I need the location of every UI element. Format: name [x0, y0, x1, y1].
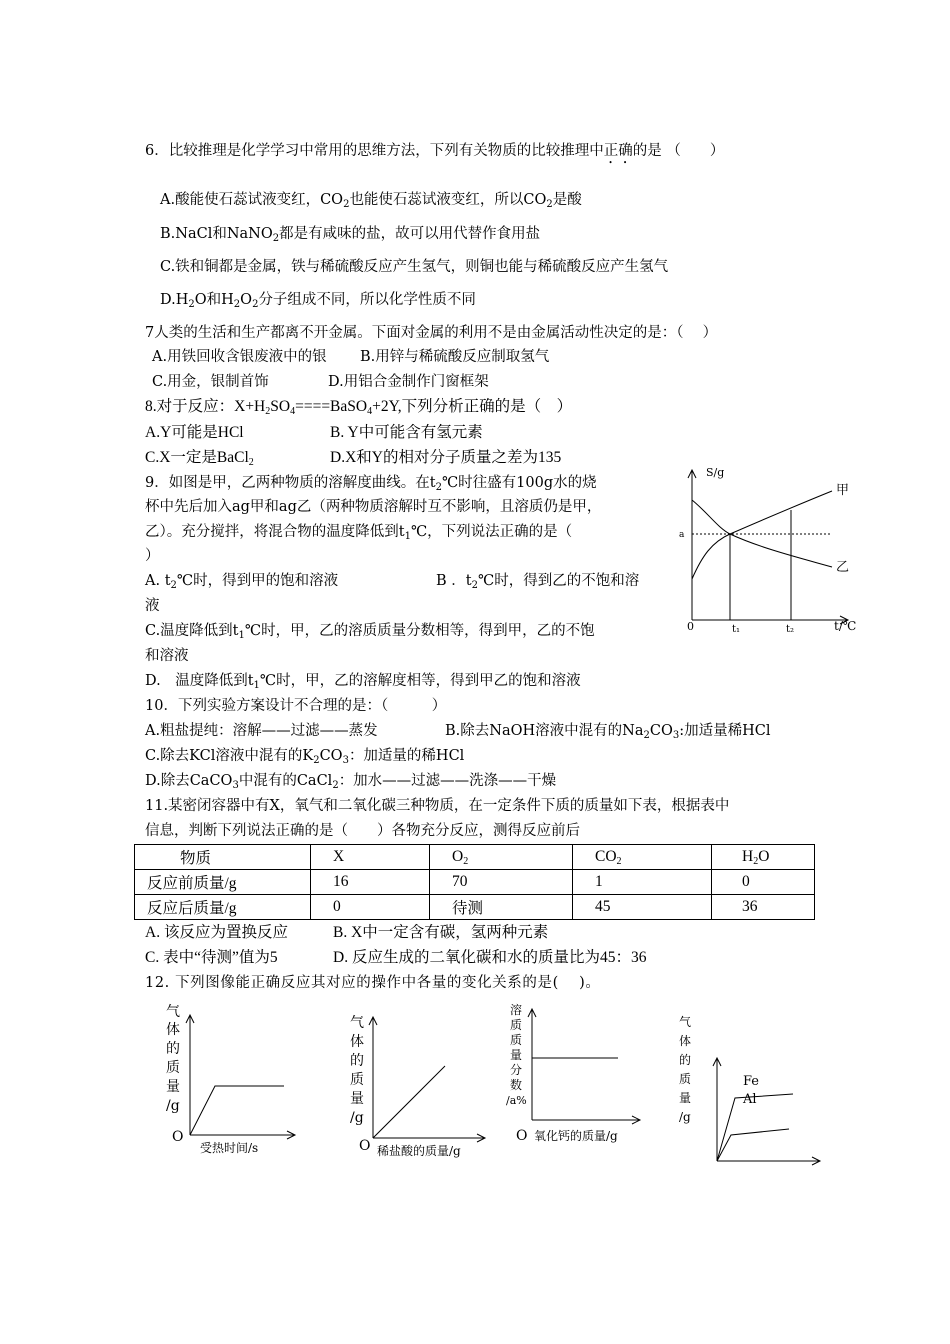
svg-text:气: 气	[166, 1004, 180, 1020]
header-co2: $CO_2$	[573, 845, 712, 870]
al-label: Al	[743, 1092, 757, 1107]
svg-text:质: 质	[510, 1033, 523, 1047]
q12-graph-2	[345, 1010, 495, 1170]
svg-text:/g: /g	[350, 1110, 364, 1126]
a-label: a	[679, 530, 685, 540]
q8-stem: 8.对于反应：$X+H_2SO_4====BaSO_4+2Y$,下列分析正确的是（ ）	[145, 398, 573, 417]
q12-graph-4	[675, 1010, 825, 1170]
q7-option-c: C.用金，银制首饰	[152, 374, 269, 390]
x-axis-label: t/℃	[834, 619, 857, 633]
y-axis-label	[506, 1002, 527, 1107]
svg-text:/g: /g	[679, 1110, 691, 1124]
q7-option-d: D.用铝合金制作门窗框架	[328, 374, 489, 390]
row-label: 反应前质量/g	[135, 870, 311, 895]
x-axis-label: 稀盐酸的质量/g	[377, 1144, 461, 1158]
svg-text:量: 量	[510, 1048, 523, 1062]
q10-option-a: A.粗盐提纯：溶解——过滤——蒸发	[145, 723, 378, 739]
q10-option-d: D.除去CaCO$_3$中混有的CaCl$_2$：加水——过滤——洗涤——干燥	[145, 773, 557, 791]
svg-text:量: 量	[166, 1079, 180, 1095]
q9-option-c-cont: 和溶液	[145, 648, 189, 664]
al-line	[717, 1129, 789, 1161]
svg-text:气: 气	[679, 1015, 692, 1029]
table-cell: 0	[311, 895, 430, 920]
q11-option-d: D. 反应生成的二氧化碳和水的质量比为45：36	[333, 949, 647, 966]
x-axis-label: 受热时间/s	[200, 1141, 259, 1155]
table-cell: 45	[573, 895, 712, 920]
q12-stem: 12. 下列图像能正确反应其对应的操作中各量的变化关系的是( )。	[145, 975, 601, 991]
q11-option-b: B. X中一定含有碳，氢两种元素	[333, 924, 549, 941]
origin-label: O	[516, 1128, 528, 1144]
curve-jia-label: 甲	[836, 483, 850, 498]
header-h2o: $H_2O$	[712, 845, 815, 870]
q11-option-c: C. 表中“待测”值为5	[145, 949, 278, 966]
table-row	[135, 895, 815, 920]
origin-label: O	[172, 1129, 184, 1145]
svg-text:体: 体	[350, 1034, 364, 1050]
svg-text:量: 量	[679, 1091, 692, 1105]
table-cell: 待测	[430, 895, 573, 920]
q7-stem: 7人类的生活和生产都离不开金属。下面对金属的利用不是由金属活动性决定的是：（ ）	[145, 325, 718, 341]
q9-line-2: 杯中先后加入ag甲和ag乙（两种物质溶解时互不影响，且溶质仍是甲，	[145, 499, 602, 515]
q10-option-b: B.除去NaOH溶液中混有的$Na_2CO_3$:加适量稀HCl	[445, 723, 771, 741]
curve-jia	[692, 491, 832, 579]
q9-line-4: ）	[145, 548, 160, 564]
svg-text:的: 的	[350, 1053, 364, 1069]
x-axis-label: 氧化钙的质量/g	[534, 1129, 618, 1143]
q10-option-c: C.除去KCl溶液中混有的$K_2CO_3$：加适量的稀HCl	[145, 748, 465, 766]
q6-option-b: B.NaCl和NaNO$_2$都是有咸味的盐，故可以用代替作食用盐	[160, 226, 541, 244]
q12-graph-3	[505, 1000, 655, 1150]
q6-option-a: A.酸能使石蕊试液变红，$CO_2$也能使石蕊试液变红，所以$CO_2$是酸	[160, 192, 582, 210]
table-cell: 16	[311, 870, 430, 895]
svg-text:体: 体	[166, 1022, 180, 1038]
q9-option-d: D. 温度降低到$t_1℃$时，甲，乙的溶解度相等，得到甲乙的饱和溶液	[145, 673, 581, 691]
q9-option-b-cont: 液	[145, 598, 160, 614]
svg-text:质: 质	[350, 1072, 364, 1088]
header-substance: 物质	[135, 845, 311, 870]
q9-solubility-graph	[670, 458, 870, 643]
q9-option-b: B ．$t_2℃$时，得到乙的不饱和溶	[436, 573, 640, 591]
q8-option-b: B. Y中可能含有氢元素	[330, 424, 483, 441]
svg-text:量: 量	[350, 1091, 364, 1107]
graph-1-line	[190, 1086, 284, 1135]
table-row	[135, 870, 815, 895]
q8-option-a: A.Y可能是HCl	[145, 424, 244, 441]
header-o2: $O_2$	[430, 845, 573, 870]
svg-text:体: 体	[679, 1034, 692, 1048]
y-axis-label	[166, 1004, 180, 1114]
q12-graph-1	[160, 1000, 300, 1160]
q11-line-2: 信息，判断下列说法正确的是（ ）各物充分反应，测得反应前后	[145, 823, 580, 839]
table-cell: 36	[712, 895, 815, 920]
y-axis-label	[679, 1014, 691, 1124]
q9-line-3: 乙）。充分搅拌，将混合物的温度降低到$t_1℃$，下列说法正确的是（	[145, 524, 573, 542]
y-axis-label: S/g	[706, 466, 725, 479]
y-axis-label	[350, 1015, 364, 1126]
q11-line-1: 11.某密闭容器中有X，氧气和二氧化碳三种物质，在一定条件下质的质量如下表，根据表中	[145, 798, 730, 814]
q9-option-a: A. $t_2℃$时，得到甲的饱和溶液	[145, 573, 339, 591]
curve-yi-label: 乙	[836, 560, 850, 575]
q9-option-c: C.温度降低到$t_1℃$时，甲，乙的溶质质量分数相等，得到甲，乙的不饱	[145, 623, 595, 641]
svg-text:的: 的	[166, 1041, 180, 1057]
q7-option-b: B.用锌与稀硫酸反应制取氢气	[360, 349, 550, 365]
svg-text:分: 分	[510, 1063, 523, 1077]
origin-label: O	[359, 1138, 371, 1154]
svg-text:/g: /g	[166, 1098, 180, 1114]
svg-text:数: 数	[510, 1078, 523, 1092]
svg-text:的: 的	[679, 1053, 692, 1067]
table-cell: 70	[430, 870, 573, 895]
q9-line-1: 9．如图是甲，乙两种物质的溶解度曲线。在$t_2℃$时往盛有100g水的烧	[145, 475, 597, 493]
q8-option-d: D.X和Y的相对分子质量之差为135	[330, 449, 562, 466]
q8-option-c: C.X一定是BaCl$_2$	[145, 449, 254, 468]
svg-text:/a%: /a%	[506, 1094, 527, 1107]
svg-text:溶: 溶	[510, 1003, 523, 1017]
q6-option-c: C.铁和铜都是金属，铁与稀硫酸反应产生氢气，则铜也能与稀硫酸反应产生氢气	[160, 259, 669, 275]
table-header-row	[135, 845, 815, 870]
q11-option-a: A. 该反应为置换反应	[145, 924, 288, 941]
svg-text:质: 质	[166, 1060, 180, 1076]
q10-stem: 10．下列实验方案设计不合理的是：（ ）	[145, 698, 447, 714]
svg-text:质: 质	[679, 1072, 692, 1086]
fe-label: Fe	[743, 1074, 760, 1089]
q11-mass-table	[134, 844, 815, 920]
origin-label: 0	[687, 620, 694, 633]
q7-option-a: A.用铁回收含银废液中的银	[152, 349, 327, 365]
t1-label: t₁	[732, 624, 741, 635]
t2-label: t₂	[786, 624, 795, 635]
table-cell: 1	[573, 870, 712, 895]
svg-text:气: 气	[350, 1015, 364, 1031]
header-x: X	[311, 845, 430, 870]
svg-text:质: 质	[510, 1018, 523, 1032]
graph-2-line	[373, 1066, 445, 1138]
q6-option-d: $D.H_2O$和$H_2O_2$分子组成不同，所以化学性质不同	[160, 292, 476, 310]
table-cell: 0	[712, 870, 815, 895]
row-label: 反应后质量/g	[135, 895, 311, 920]
q6-stem: 6．比较推理是化学学习中常用的思维方法，下列有关物质的比较推理中正确的是 （ ）	[145, 143, 725, 159]
